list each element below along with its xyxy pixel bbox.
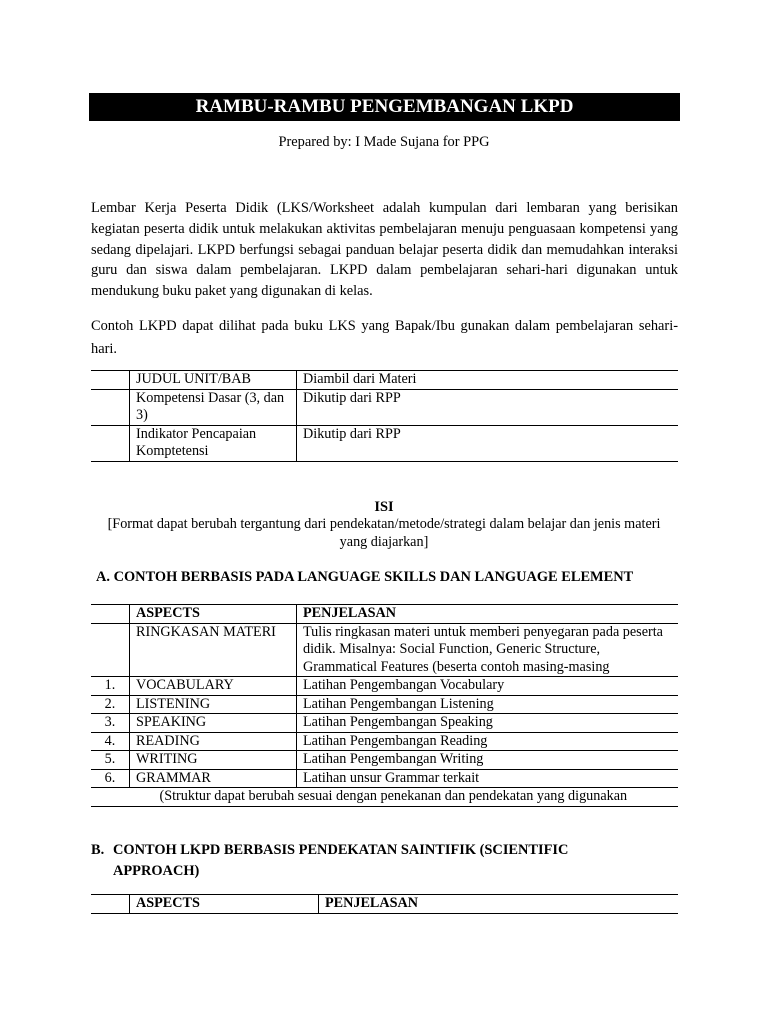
section-b-heading-line2: APPROACH) xyxy=(113,863,200,879)
table-footnote-row xyxy=(91,788,678,807)
header-penjelasan: PENJELASAN xyxy=(297,605,679,624)
table-footnote: (Struktur dapat berubah sesuai dengan penekanan dan pendekatan yang digunakan xyxy=(130,788,679,807)
table-row xyxy=(91,732,678,751)
aspect-cell: LISTENING xyxy=(130,695,297,714)
table-header-row xyxy=(91,605,678,624)
table-row xyxy=(91,623,678,677)
section-b-heading xyxy=(91,840,691,882)
row-number: 2. xyxy=(91,695,130,714)
row-number: 6. xyxy=(91,769,130,788)
isi-note: [Format dapat berubah tergantung dari pendekatan/metode/strategi dalam belajar dan jenis materi yang diajarkan] xyxy=(107,516,661,550)
intro-paragraph: Lembar Kerja Peserta Didik (LKS/Worksheet adalah kumpulan dari lembaran yang berisikan kegiatan peserta didik untuk melakukan aktivitas pembelajaran menuju penguasaan kompetensi yang sedang dipelajari. LKPD berfungsi sebagai panduan belajar peserta didik dan memudahkan interaksi guru dan siswa dalam pembelajaran. LKPD dalam pembelajaran sehari-hari digunakan untuk mendukung buku paket yang digunakan di kelas. xyxy=(91,200,678,300)
example-paragraph: Contoh LKPD dapat dilihat pada buku LKS yang Bapak/Ibu gunakan dalam pembelajaran sehari-hari. xyxy=(91,318,678,357)
row-label: Kompetensi Dasar (3, dan 3) xyxy=(130,389,297,425)
desc-cell: Latihan Pengembangan Speaking xyxy=(297,714,679,733)
row-number: 4. xyxy=(91,732,130,751)
aspect-cell: WRITING xyxy=(130,751,297,770)
aspect-cell: SPEAKING xyxy=(130,714,297,733)
saintifik-table xyxy=(91,894,678,914)
prepared-by: Prepared by: I Made Sujana for PPG xyxy=(278,134,490,150)
header-penjelasan: PENJELASAN xyxy=(319,895,679,914)
header-aspects: ASPECTS xyxy=(130,605,297,624)
desc-cell: Latihan unsur Grammar terkait xyxy=(297,769,679,788)
row-value: Dikutip dari RPP xyxy=(297,425,679,461)
aspect-cell: READING xyxy=(130,732,297,751)
desc-cell: Latihan Pengembangan Vocabulary xyxy=(297,677,679,696)
table-row xyxy=(91,714,678,733)
desc-cell: Latihan Pengembangan Listening xyxy=(297,695,679,714)
table-header-row xyxy=(91,895,678,914)
table-row xyxy=(91,371,678,390)
section-b-heading-line1: CONTOH LKPD BERBASIS PENDEKATAN SAINTIFIK (SCIENTIFIC xyxy=(113,842,569,858)
document-title: RAMBU-RAMBU PENGEMBANGAN LKPD xyxy=(89,93,680,121)
desc-cell: Tulis ringkasan materi untuk memberi penyegaran pada peserta didik. Misalnya: Social Function, Generic Structure, Grammatical Features (beserta contoh masing-masing xyxy=(297,623,679,677)
section-b-prefix: B. xyxy=(91,842,105,858)
row-label: Indikator Pencapaian Komptetensi xyxy=(130,425,297,461)
identity-table xyxy=(91,370,678,462)
row-value: Dikutip dari RPP xyxy=(297,389,679,425)
aspect-cell: GRAMMAR xyxy=(130,769,297,788)
section-a-heading: A. CONTOH BERBASIS PADA LANGUAGE SKILLS DAN LANGUAGE ELEMENT xyxy=(96,569,634,585)
table-row xyxy=(91,769,678,788)
desc-cell: Latihan Pengembangan Writing xyxy=(297,751,679,770)
row-number: 1. xyxy=(91,677,130,696)
row-number: 3. xyxy=(91,714,130,733)
table-row xyxy=(91,751,678,770)
skills-table xyxy=(91,604,678,807)
table-row xyxy=(91,695,678,714)
table-row xyxy=(91,677,678,696)
row-value: Diambil dari Materi xyxy=(297,371,679,390)
table-row xyxy=(91,389,678,425)
aspect-cell: RINGKASAN MATERI xyxy=(130,623,297,677)
aspect-cell: VOCABULARY xyxy=(130,677,297,696)
header-aspects: ASPECTS xyxy=(130,895,319,914)
row-number: 5. xyxy=(91,751,130,770)
isi-heading: ISI xyxy=(374,499,394,515)
table-row xyxy=(91,425,678,461)
desc-cell: Latihan Pengembangan Reading xyxy=(297,732,679,751)
row-label: JUDUL UNIT/BAB xyxy=(130,371,297,390)
